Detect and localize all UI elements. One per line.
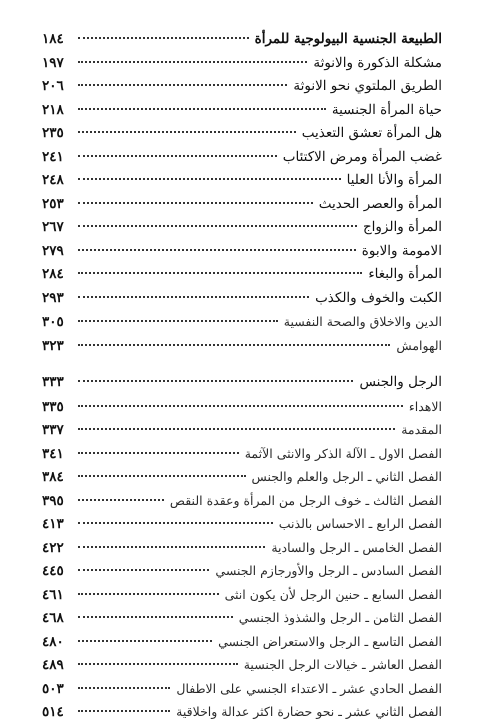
table-of-contents — [42, 28, 442, 724]
toc-entry — [42, 146, 442, 170]
toc-entry — [42, 263, 442, 287]
dot-leader — [78, 380, 353, 382]
entry-title: الفصل الاول ـ الآلة الذكر والانثى الآثمة — [244, 445, 442, 461]
dot-leader — [78, 131, 296, 133]
entry-page: ٣٩٥ — [42, 492, 64, 509]
dot-leader — [78, 405, 403, 407]
dot-leader — [78, 522, 273, 524]
entry-title: الفصل الثاني عشر ـ نحو حضارة اكثر عدالة واخلاقية — [176, 704, 442, 719]
entry-page: ٥١٤ — [42, 704, 64, 720]
entry-title: الطريق الملتوي نحو الانوثة — [293, 78, 442, 94]
dot-leader — [78, 296, 309, 298]
entry-title: مشكلة الذكورة والانوثة — [313, 54, 442, 71]
toc-entry — [42, 371, 442, 395]
entry-page: ٣٢٣ — [42, 337, 64, 354]
entry-page: ٤١٣ — [42, 516, 64, 532]
entry-page: ٣٤١ — [42, 445, 64, 462]
entry-title: الكبت والخوف والكذب — [315, 289, 442, 306]
toc-entry — [42, 536, 442, 560]
entry-page: ٢٣٥ — [42, 125, 64, 141]
entry-page: ٣٨٤ — [42, 469, 64, 485]
dot-leader — [78, 249, 356, 251]
entry-page: ٤٢٢ — [42, 539, 64, 556]
toc-entry — [42, 75, 442, 99]
dot-leader — [78, 225, 357, 227]
toc-entry — [42, 606, 442, 630]
entry-title: الامومة والابوة — [361, 242, 442, 259]
entry-title: الفصل الثامن ـ الرجل والشذوذ الجنسي — [238, 610, 442, 625]
toc-entry — [42, 99, 442, 123]
toc-entry — [42, 489, 442, 513]
entry-page: ٤٨٩ — [42, 657, 64, 673]
toc-entry — [42, 512, 442, 536]
entry-title: الفصل السادس ـ الرجل والأورجازم الجنسي — [215, 563, 442, 578]
entry-title: حياة المرأة الجنسية — [331, 101, 442, 118]
toc-entry — [42, 310, 442, 334]
entry-page: ٢٤٨ — [42, 172, 64, 188]
entry-title: المرأة والزواج — [362, 219, 442, 235]
dot-leader — [78, 272, 362, 274]
entry-page: ٢٧٩ — [42, 242, 64, 259]
toc-entry — [42, 677, 442, 701]
entry-title: المرأة والأنا العليا — [346, 172, 442, 188]
entry-page: ٢٦٧ — [42, 219, 64, 235]
entry-page: ٣٠٥ — [42, 314, 64, 330]
dot-leader — [78, 320, 278, 322]
entry-page: ٤٦٨ — [42, 610, 64, 626]
entry-page: ٣٣٣ — [42, 374, 64, 390]
dot-leader — [78, 84, 287, 86]
entry-page: ٥٠٣ — [42, 680, 64, 697]
toc-entry — [42, 122, 442, 146]
dot-leader — [78, 663, 238, 665]
entry-page: ٢١٨ — [42, 101, 64, 118]
toc-entry — [42, 418, 442, 442]
entry-title: الطبيعة الجنسية البيولوجية للمرأة — [254, 31, 442, 47]
entry-title: الدين والاخلاق والصحة النفسية — [283, 314, 442, 329]
entry-title: الاهداء — [408, 398, 442, 414]
toc-entry — [42, 442, 442, 466]
entry-page: ٣٣٧ — [42, 422, 64, 438]
entry-title: الفصل الحادي عشر ـ الاعتداء الجنسي على الاطفال — [176, 680, 442, 696]
toc-entry — [42, 240, 442, 264]
dot-leader — [78, 202, 313, 204]
dot-leader — [78, 710, 170, 712]
dot-leader — [78, 428, 395, 430]
entry-title: المرأة والعصر الحديث — [318, 195, 442, 212]
entry-title: الهوامش — [396, 337, 442, 353]
toc-entry — [42, 216, 442, 240]
entry-title: الفصل الثالث ـ خوف الرجل من المرأة وعقدة النقص — [169, 492, 442, 508]
entry-page: ٤٨٠ — [42, 633, 64, 650]
dot-leader — [78, 640, 212, 642]
entry-page: ٤٤٥ — [42, 563, 64, 579]
entry-page: ٢٤١ — [42, 148, 64, 165]
entry-title: غضب المرأة ومرض الاكتئاب — [282, 148, 442, 165]
entry-title: الفصل التاسع ـ الرجل والاستعراض الجنسي — [218, 633, 442, 649]
dot-leader — [78, 569, 209, 571]
entry-title: الفصل العاشر ـ خيالات الرجل الجنسية — [243, 657, 442, 672]
dot-leader — [78, 155, 277, 157]
entry-page: ٣٣٥ — [42, 398, 64, 415]
entry-title: المرأة والبغاء — [368, 266, 442, 282]
entry-page: ١٩٧ — [42, 54, 64, 71]
entry-title: الفصل السابع ـ حنين الرجل لأن يكون انثى — [224, 586, 442, 602]
entry-title: الرجل والجنس — [359, 374, 442, 390]
toc-entry — [42, 653, 442, 677]
entry-page: ٢٠٦ — [42, 78, 64, 94]
dot-leader — [78, 475, 246, 477]
dot-leader — [78, 452, 239, 454]
dot-leader — [78, 499, 164, 501]
entry-page: ١٨٤ — [42, 31, 64, 47]
section-gap — [42, 357, 442, 371]
toc-entry — [42, 28, 442, 52]
toc-entry — [42, 169, 442, 193]
entry-title: الفصل الثاني ـ الرجل والعلم والجنس — [251, 469, 442, 484]
entry-page: ٢٥٣ — [42, 195, 64, 212]
dot-leader — [78, 616, 233, 618]
toc-entry — [42, 583, 442, 607]
dot-leader — [78, 178, 341, 180]
toc-entry — [42, 630, 442, 654]
dot-leader — [78, 593, 219, 595]
entry-page: ٢٨٤ — [42, 266, 64, 282]
dot-leader — [78, 546, 265, 548]
dot-leader — [78, 108, 326, 110]
dot-leader — [78, 37, 249, 39]
entry-page: ٤٦١ — [42, 586, 64, 603]
entry-title: هل المرأة تعشق التعذيب — [301, 125, 442, 141]
toc-entry — [42, 193, 442, 217]
toc-entry — [42, 395, 442, 419]
entry-title: الفصل الرابع ـ الاحساس بالذنب — [278, 516, 442, 531]
entry-page: ٢٩٣ — [42, 289, 64, 306]
entry-title: المقدمة — [401, 422, 442, 437]
toc-entry — [42, 334, 442, 358]
dot-leader — [78, 344, 390, 346]
entry-title: الفصل الخامس ـ الرجل والسادية — [271, 539, 442, 555]
dot-leader — [78, 687, 170, 689]
toc-entry — [42, 287, 442, 311]
toc-entry — [42, 52, 442, 76]
toc-entry — [42, 559, 442, 583]
toc-entry — [42, 465, 442, 489]
dot-leader — [78, 61, 307, 63]
